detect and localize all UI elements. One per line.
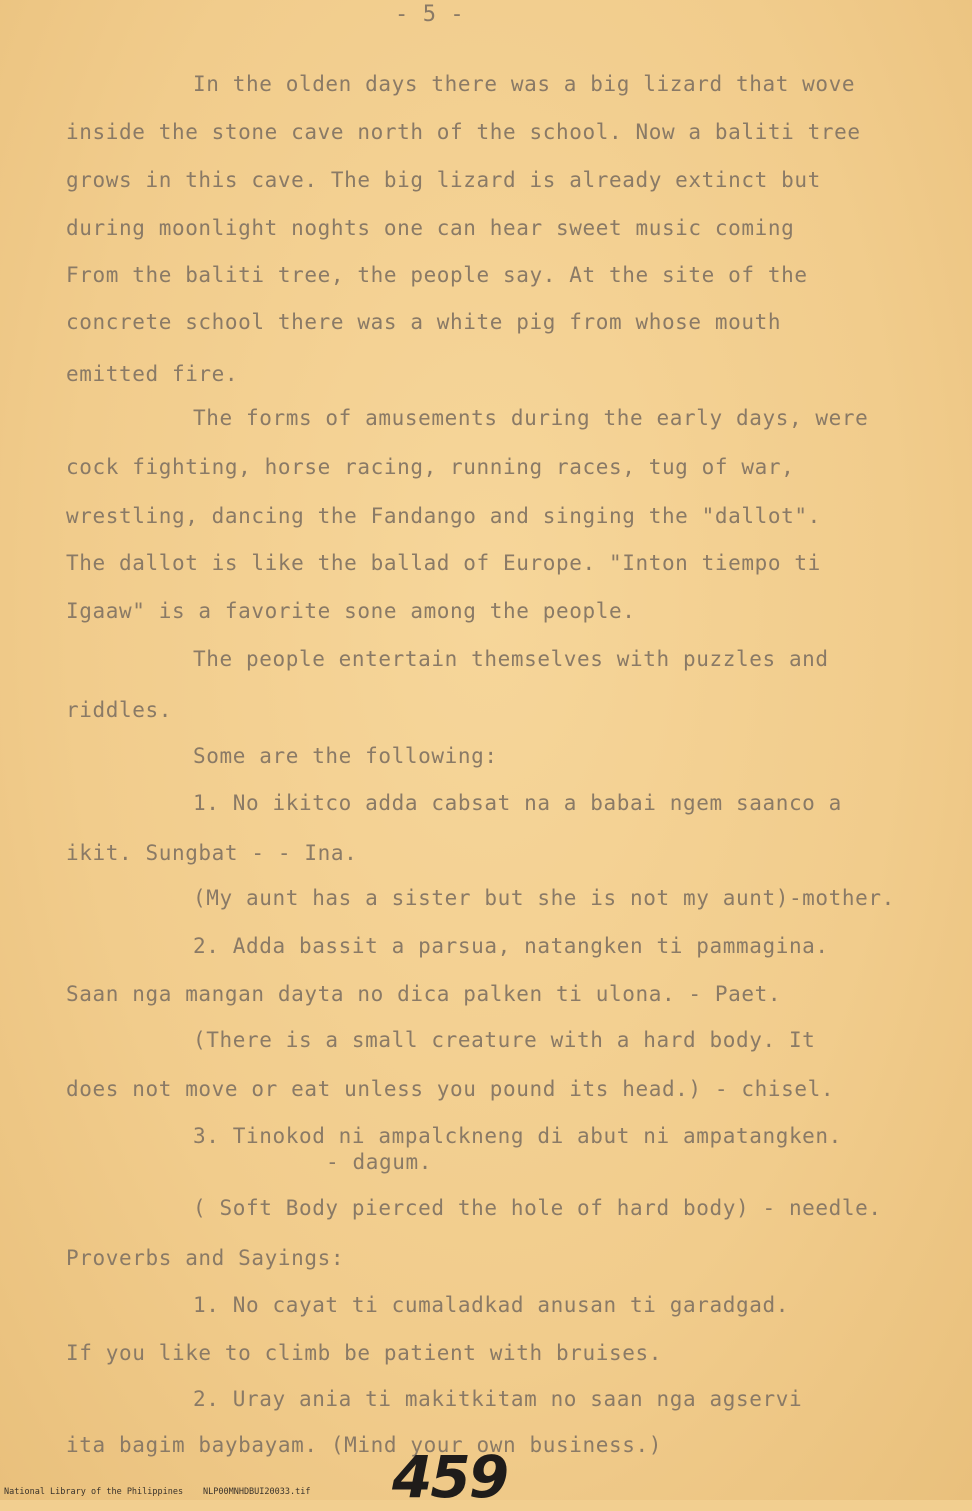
text-line: Igaaw" is a favorite sone among the people. [66, 599, 636, 623]
handwritten-page-stamp: 459 [392, 1443, 508, 1511]
text-line: 1. No ikitco adda cabsat na a babai ngem saanco a [193, 791, 842, 815]
text-line: The people entertain themselves with puzzles and [193, 647, 829, 671]
footer-filename: NLP00MNHDBUI20033.tif [203, 1487, 311, 1497]
text-line: From the baliti tree, the people say. At the site of the [66, 263, 808, 287]
text-line: Some are the following: [193, 744, 498, 768]
text-line: does not move or eat unless you pound its head.) - chisel. [66, 1077, 835, 1101]
text-line: 2. Uray ania ti makitkitam no saan nga agservi [193, 1387, 803, 1411]
text-line: 3. Tinokod ni ampalckneng di abut ni ampatangken. [193, 1124, 842, 1148]
text-line: cock fighting, horse racing, running races, tug of war, [66, 455, 795, 479]
text-line: emitted fire. [66, 362, 239, 386]
text-line: ita bagim baybayam. (Mind your own business.) [66, 1433, 662, 1457]
text-line: during moonlight noghts one can hear sweet music coming [66, 216, 795, 240]
text-line: (There is a small creature with a hard body. It [193, 1028, 816, 1052]
text-line: If you like to climb be patient with bruises. [66, 1341, 662, 1365]
text-line: wrestling, dancing the Fandango and singing the "dallot". [66, 504, 821, 528]
page-number: - 5 - [395, 2, 465, 27]
text-line: riddles. [66, 698, 172, 722]
text-line: inside the stone cave north of the school. Now a baliti tree [66, 120, 861, 144]
text-line: concrete school there was a white pig from whose mouth [66, 310, 782, 334]
text-line: The dallot is like the ballad of Europe. "Inton tiempo ti [66, 551, 821, 575]
text-line: - dagum. [326, 1150, 432, 1174]
section-heading: Proverbs and Sayings: [66, 1246, 345, 1270]
text-line: Saan nga mangan dayta no dica palken ti ulona. - Paet. [66, 982, 782, 1006]
text-line: ( Soft Body pierced the hole of hard body) - needle. [193, 1196, 882, 1220]
text-line: The forms of amusements during the early days, were [193, 406, 869, 430]
text-line: 2. Adda bassit a parsua, natangken ti pammagina. [193, 934, 829, 958]
text-line: In the olden days there was a big lizard that wove [193, 72, 856, 96]
text-line: 1. No cayat ti cumaladkad anusan ti garadgad. [193, 1293, 789, 1317]
text-line: ikit. Sungbat - - Ina. [66, 841, 358, 865]
footer-library: National Library of the Philippines [4, 1487, 184, 1497]
text-line: grows in this cave. The big lizard is already extinct but [66, 168, 821, 192]
text-line: (My aunt has a sister but she is not my aunt)-mother. [193, 886, 895, 910]
